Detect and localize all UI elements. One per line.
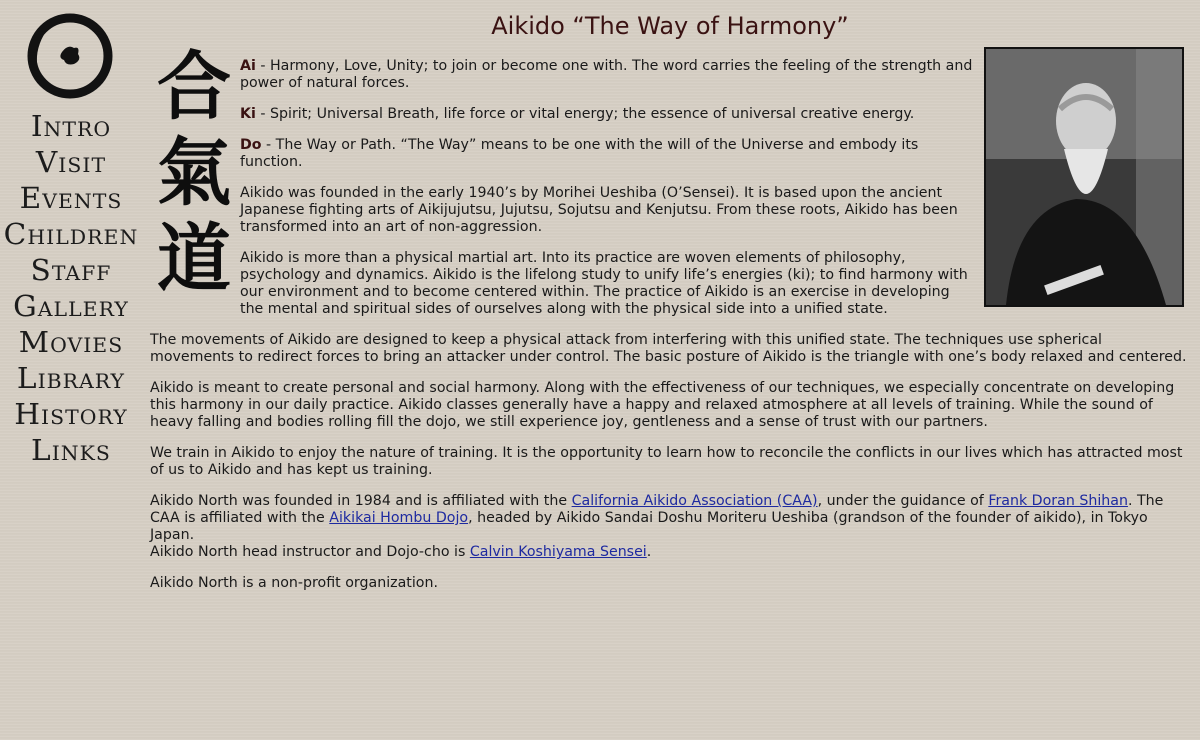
text-fragment: . [646, 544, 652, 560]
paragraph-founded: Aikido was founded in the early 1940’s by Morihei Ueshiba (O’Sensei). It is based upon the ancient Japanese fighting arts of Aikijujutsu, Jujutsu, Sojutsu and Kenjutsu. From these roots, Aikido has been transformed into an art of non-aggression. [240, 185, 958, 235]
text-fragment: Aikido North head instructor and Dojo-cho is [150, 544, 470, 560]
term-label: Ai [240, 58, 256, 74]
text-fragment: , headed by Aikido Sandai Doshu Moriteru Ueshiba (grandson of the founder of aikido), in Tokyo Japan. [150, 510, 1148, 543]
main-nav [0, 108, 142, 468]
enso-circle-icon[interactable] [22, 8, 118, 104]
paragraph-movements: The movements of Aikido are designed to keep a physical attack from interfering with this unified state. The techniques use spherical movements to redirect forces to bring an attacker under control. The basic posture of Aikido is the triangle with one’s body relaxed and centered. [150, 332, 1187, 365]
term-definition: - The Way or Path. “The Way” means to be one with the will of the Universe and embody its function. [240, 137, 919, 170]
term-ai [150, 58, 1190, 92]
link-hombu-dojo[interactable]: Aikikai Hombu Dojo [329, 510, 469, 526]
nav-item-library[interactable]: Library [16, 361, 126, 395]
kanji-ai: 合 [157, 44, 231, 130]
sidebar [0, 0, 142, 740]
term-do [150, 137, 1190, 171]
nav-item-gallery[interactable]: Gallery [13, 289, 129, 323]
paragraph-affiliation [150, 493, 1190, 561]
paragraph-harmony: Aikido is meant to create personal and social harmony. Along with the effectiveness of our techniques, we especially concentrate on developing this harmony in our daily practice. Aikido classes generally have a happy and relaxed atmosphere at all levels of training. While the sound of heavy falling and bodies rolling fill the dojo, we still experience joy, gentleness and a sense of trust with our partners. [150, 380, 1175, 430]
paragraph-train: We train in Aikido to enjoy the nature of training. It is the opportunity to learn how to reconcile the conflicts in our lives which has attracted most of us to Aikido and has kept us training. [150, 445, 1183, 478]
text-fragment: , under the guidance of [817, 493, 989, 509]
term-definition: - Harmony, Love, Unity; to join or become one with. The word carries the feeling of the strength and power of natural forces. [240, 58, 973, 91]
main-content [150, 58, 1190, 606]
text-fragment: Aikido North was founded in 1984 and is affiliated with the [150, 493, 572, 509]
paragraph-more: Aikido is more than a physical martial art. Into its practice are woven elements of philosophy, psychology and dynamics. Aikido is the lifelong study to unify life’s energies (ki); to find harmony with our environment and to become centered within. The practice of Aikido is an exercise in developing the mental and spiritual sides of ourselves along with the physical side into a unified state. [240, 250, 968, 317]
term-definition: - Spirit; Universal Breath, life force or vital energy; the essence of universal creative energy. [255, 106, 915, 122]
nav-item-intro[interactable]: Intro [30, 109, 112, 143]
nav-item-events[interactable]: Events [19, 181, 123, 215]
page-title: Aikido “The Way of Harmony” [491, 12, 849, 40]
paragraph-nonprofit: Aikido North is a non-profit organization. [150, 575, 438, 591]
nav-item-history[interactable]: History [14, 397, 128, 431]
term-label: Ki [240, 106, 256, 122]
kanji-ki: 氣 [157, 130, 231, 216]
term-ki [150, 106, 1190, 123]
kanji-do: 道 [157, 216, 231, 302]
nav-item-visit[interactable]: Visit [35, 145, 107, 179]
nav-item-links[interactable]: Links [31, 433, 111, 467]
term-label: Do [240, 137, 262, 153]
link-caa[interactable]: California Aikido Association (CAA) [571, 493, 818, 509]
nav-item-staff[interactable]: Staff [30, 253, 112, 287]
text-fragment: . The CAA is affiliated with the [150, 493, 1164, 526]
link-frank-doran[interactable]: Frank Doran Shihan [988, 493, 1128, 509]
nav-item-movies[interactable]: Movies [18, 325, 124, 359]
link-calvin-koshiyama[interactable]: Calvin Koshiyama Sensei [469, 544, 647, 560]
nav-item-children[interactable]: Children [3, 217, 139, 251]
